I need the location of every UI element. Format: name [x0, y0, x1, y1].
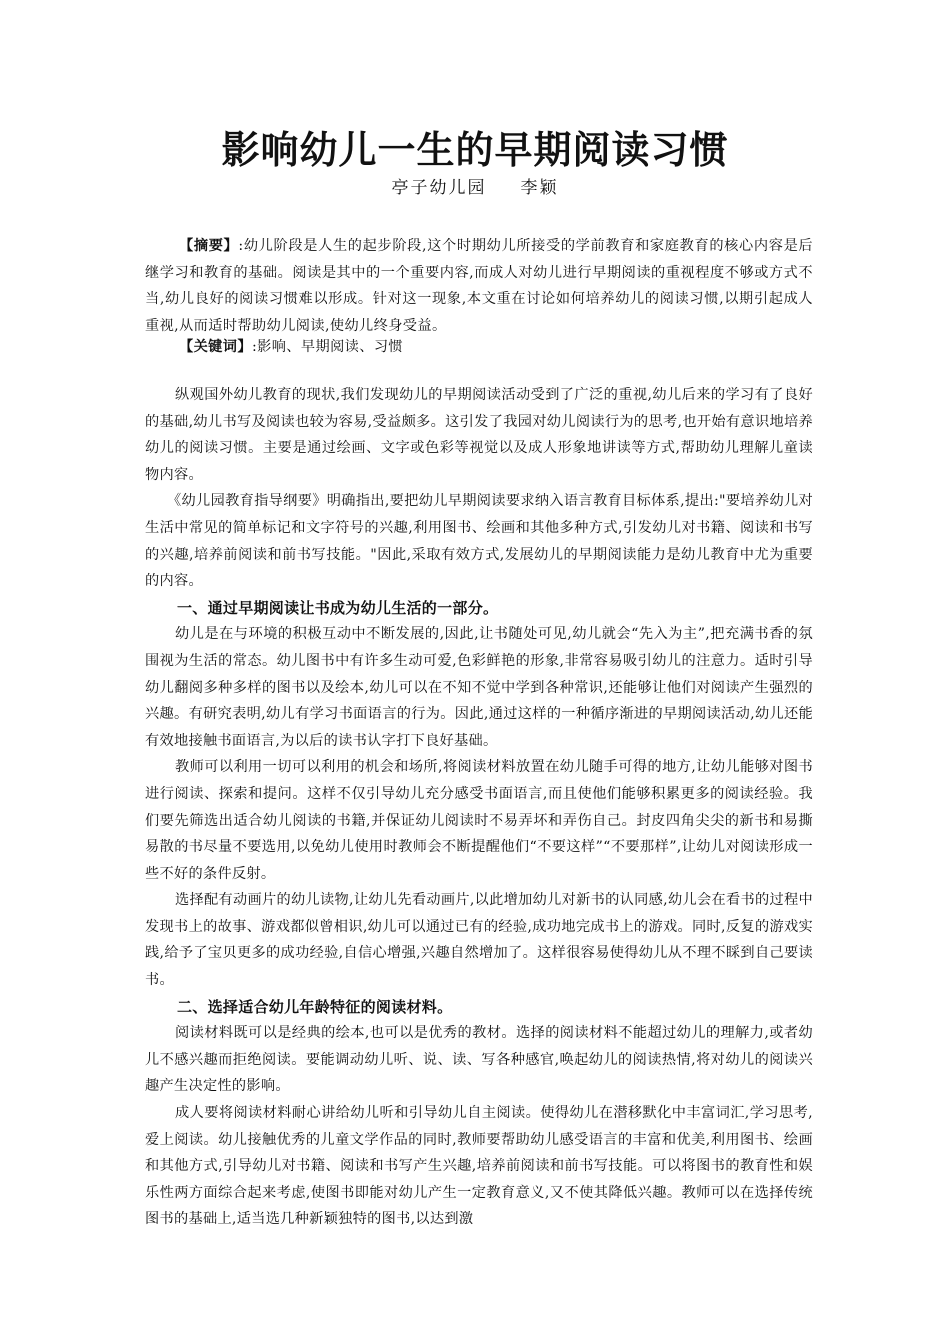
- author-name: 李颖: [520, 178, 559, 198]
- keywords-label: 【关键词】: [179, 339, 252, 355]
- body-paragraph: 成人要将阅读材料耐心讲给幼儿听和引导幼儿自主阅读。使得幼儿在潜移默化中丰富词汇,学习思考,爱上阅读。幼儿接触优秀的儿童文学作品的同时,教师要帮助幼儿感受语言的丰富和优美,利用图书、绘画和其他方式,引导幼儿对书籍、阅读和书写产生兴趣,培养前阅读和前书写技能。可以将图书的教育性和娱乐性两方面综合起来考虑,使图书即能对幼儿产生一定教育意义,又不使其降低兴趣。教师可以在选择传统图书的基础上,适当选几种新颖独特的图书,以达到激: [145, 1105, 813, 1228]
- body-paragraph: 阅读材料既可以是经典的绘本,也可以是优秀的教材。选择的阅读材料不能超过幼儿的理解力,或者幼儿不感兴趣而拒绝阅读。要能调动幼儿听、说、读、写各种感官,唤起幼儿的阅读热情,将对幼儿的阅读兴趣产生决定性的影响。: [145, 1025, 813, 1095]
- body-paragraph: 教师可以利用一切可以利用的机会和场所,将阅读材料放置在幼儿随手可得的地方,让幼儿能够对图书进行阅读、探索和提问。这样不仅引导幼儿充分感受书面语言,而且使他们能够积累更多的阅读经验。我们要先筛选出适合幼儿阅读的书籍,并保证幼儿阅读时不易弄坏和弄伤自己。封皮四角尖尖的新书和易撕易散的书尽量不要选用,以免幼儿使用时教师会不断提醒他们“不要这样”“不要那样”,让幼儿对阅读形成一些不好的条件反射。: [145, 759, 813, 882]
- byline: [0, 176, 950, 200]
- body-paragraph: 纵观国外幼儿教育的现状,我们发现幼儿的早期阅读活动受到了广泛的重视,幼儿后来的学习有了良好的基础,幼儿书写及阅读也较为容易,受益颇多。这引发了我园对幼儿阅读行为的思考,也开始有意识地培养幼儿的阅读习惯。主要是通过绘画、文字或色彩等视觉以及成人形象地讲读等方式,帮助幼儿理解儿童读物内容。: [145, 387, 813, 483]
- article-body: [145, 382, 813, 1233]
- abstract-label: 【摘要】: [179, 238, 239, 254]
- body-paragraph: 《幼儿园教育指导纲要》明确指出,要把幼儿早期阅读要求纳入语言教育目标体系,提出:"要培养幼儿对生活中常见的简单标记和文字符号的兴趣,利用图书、绘画和其他多种方式,引发幼儿对书籍、阅读和书写的兴趣,培养前阅读和前书写技能。"因此,采取有效方式,发展幼儿的早期阅读能力是幼儿教育中尤为重要的内容。: [145, 493, 813, 590]
- school-name: 亭子幼儿园: [391, 178, 487, 198]
- keywords-text: :影响、早期阅读、习惯: [251, 339, 404, 355]
- body-paragraph: 幼儿是在与环境的积极互动中不断发展的,因此,让书随处可见,幼儿就会“先入为主”,把充满书香的氛围视为生活的常态。幼儿图书中有许多生动可爱,色彩鲜艳的形象,非常容易吸引幼儿的注意力。适时引导幼儿翻阅多种多样的图书以及绘本,幼儿可以在不知不觉中学到各种常识,还能够让他们对阅读产生强烈的兴趣。有研究表明,幼儿有学习书面语言的行为。因此,通过这样的一种循序渐进的早期阅读活动,幼儿还能有效地接触书面语言,为以后的读书认字打下良好基础。: [145, 626, 813, 749]
- abstract: [145, 233, 813, 339]
- page-title: 影响幼儿一生的早期阅读习惯: [221, 128, 729, 172]
- section-heading: 一、通过早期阅读让书成为幼儿生活的一部分。: [177, 598, 499, 617]
- abstract-text: :幼儿阶段是人生的起步阶段,这个时期幼儿所接受的学前教育和家庭教育的核心内容是后继学习和教育的基础。阅读是其中的一个重要内容,而成人对幼儿进行早期阅读的重视程度不够或方式不当,幼儿良好的阅读习惯难以形成。针对这一现象,本文重在讨论如何培养幼儿的阅读习惯,以期引起成人重视,从而适时帮助幼儿阅读,使幼儿终身受益。: [145, 238, 813, 334]
- body-paragraph: 选择配有动画片的幼儿读物,让幼儿先看动画片,以此增加幼儿对新书的认同感,幼儿会在看书的过程中发现书上的故事、游戏都似曾相识,幼儿可以通过已有的经验,成功地完成书上的游戏。同时,反复的游戏实践,给予了宝贝更多的成功经验,自信心增强,兴趣自然增加了。这样很容易使得幼儿从不理不睬到自己要读书。: [145, 892, 813, 989]
- keywords: [145, 335, 813, 359]
- section-heading: 二、选择适合幼儿年龄特征的阅读材料。: [177, 997, 453, 1016]
